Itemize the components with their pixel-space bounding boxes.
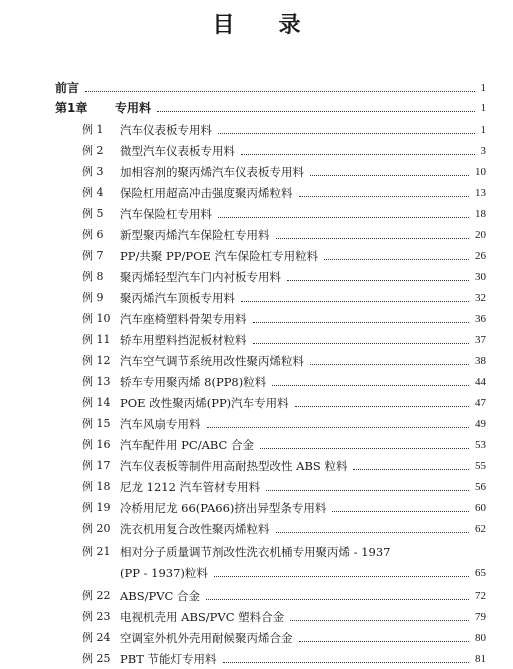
dot-leader [218, 216, 469, 218]
entry-title: 电视机壳用 ABS/PVC 塑料合金 [120, 610, 285, 624]
entry-label: 例 18 [82, 480, 111, 493]
page-number: 37 [475, 334, 486, 346]
page-number: 53 [475, 439, 486, 451]
entry-title: 汽车风扇专用料 [120, 417, 201, 431]
dot-leader [206, 598, 469, 600]
entry-title: 聚丙烯汽车顶板专用料 [120, 291, 235, 305]
page-number: 80 [475, 632, 486, 644]
toc-entry [0, 563, 513, 583]
toc-entry [0, 288, 513, 308]
toc-entry [0, 649, 513, 669]
entry-label: 例 16 [82, 438, 111, 451]
page-number: 65 [475, 567, 486, 579]
dot-leader [207, 426, 469, 428]
entry-title: 微型汽车仪表板专用料 [120, 144, 235, 158]
entry-label: 例 17 [82, 459, 111, 472]
entry-label: 例 8 [82, 270, 104, 283]
entry-label: 例 1 [82, 123, 104, 136]
toc-chapter [0, 98, 513, 118]
entry-title: 汽车仪表板专用料 [120, 123, 212, 137]
dot-leader [253, 321, 469, 323]
entry-label: 例 20 [82, 522, 111, 535]
toc-entry [0, 456, 513, 476]
page-number: 62 [475, 523, 486, 535]
dot-leader [260, 447, 469, 449]
entry-label: 例 4 [82, 186, 104, 199]
dot-leader [214, 575, 469, 577]
entry-label: 例 12 [82, 354, 111, 367]
page-number: 55 [475, 460, 486, 472]
toc-entry [0, 120, 513, 140]
entry-label: 例 25 [82, 652, 111, 665]
entry-label: 例 22 [82, 589, 111, 602]
entry-title: 冷桥用尼龙 66(PA66)挤出异型条专用料 [120, 501, 327, 515]
toc-entry [0, 267, 513, 287]
page-number: 20 [475, 229, 486, 241]
toc-front-matter [0, 78, 513, 98]
page-number: 30 [475, 271, 486, 283]
entry-title: 专用料 [115, 101, 152, 115]
dot-leader [241, 153, 475, 155]
entry-title: 汽车座椅塑料骨架专用料 [120, 312, 247, 326]
dot-leader [353, 468, 469, 470]
entry-title: 轿车专用聚丙烯 8(PP8)粒料 [120, 375, 267, 389]
dot-leader [310, 174, 469, 176]
entry-title: 洗衣机用复合改性聚丙烯粒料 [120, 522, 270, 536]
entry-label: 例 19 [82, 501, 111, 514]
title-char-1: 目 [212, 13, 235, 38]
toc-entry [0, 586, 513, 606]
dot-leader [272, 384, 469, 386]
toc-entry [0, 477, 513, 497]
entry-title: 保险杠用超高冲击强度聚丙烯粒料 [120, 186, 293, 200]
entry-label: 第1章 [55, 101, 88, 115]
entry-title: 加相容剂的聚丙烯汽车仪表板专用料 [120, 165, 304, 179]
entry-label: 例 10 [82, 312, 111, 325]
entry-title: 汽车空气调节系统用改性聚丙烯粒料 [120, 354, 304, 368]
entry-label: 例 9 [82, 291, 104, 304]
entry-label: 例 7 [82, 249, 104, 262]
entry-label: 例 24 [82, 631, 111, 644]
toc-entry [0, 162, 513, 182]
dot-leader [223, 661, 469, 663]
toc-entry [0, 351, 513, 371]
dot-leader [287, 279, 469, 281]
page-number: 1 [480, 102, 486, 114]
dot-leader [276, 531, 469, 533]
entry-title: 新型聚丙烯汽车保险杠专用料 [120, 228, 270, 242]
page-number: 10 [475, 166, 486, 178]
page-number: 47 [475, 397, 486, 409]
page-number: 72 [475, 590, 486, 602]
entry-title: 聚丙烯轻型汽车门内衬板专用料 [120, 270, 281, 284]
toc-entry [0, 393, 513, 413]
dot-leader [218, 132, 475, 134]
entry-title: PBT 节能灯专用料 [120, 652, 217, 666]
dot-leader [241, 300, 469, 302]
dot-leader [324, 258, 469, 260]
toc-entry [0, 330, 513, 350]
dot-leader [276, 237, 469, 239]
entry-label: 例 15 [82, 417, 111, 430]
page-number: 13 [475, 187, 486, 199]
page-number: 56 [475, 481, 486, 493]
entry-title: ABS/PVC 合金 [120, 589, 201, 603]
title-char-2: 录 [278, 13, 301, 38]
dot-leader [332, 510, 469, 512]
entry-label: 例 11 [82, 333, 111, 346]
page-number: 18 [475, 208, 486, 220]
toc-entry [0, 183, 513, 203]
toc-entry [0, 542, 513, 562]
dot-leader [299, 640, 469, 642]
entry-title: (PP - 1937)粒料 [120, 566, 208, 580]
toc-entry [0, 607, 513, 627]
page-number: 3 [480, 145, 486, 157]
toc-entry [0, 372, 513, 392]
entry-title: 空调室外机外壳用耐候聚丙烯合金 [120, 631, 293, 645]
dot-leader [266, 489, 469, 491]
dot-leader [290, 619, 469, 621]
entry-label: 例 14 [82, 396, 111, 409]
page-number: 36 [475, 313, 486, 325]
page-number: 44 [475, 376, 486, 388]
page-title [0, 8, 513, 39]
toc-entry [0, 519, 513, 539]
entry-title: POE 改性聚丙烯(PP)汽车专用料 [120, 396, 289, 410]
page-number: 1 [480, 124, 486, 136]
entry-label: 例 5 [82, 207, 104, 220]
page-number: 1 [480, 82, 486, 94]
entry-title: 汽车保险杠专用料 [120, 207, 212, 221]
toc-entry [0, 246, 513, 266]
entry-title: 相对分子质量调节剂改性洗衣机桶专用聚丙烯 - 1937 [120, 545, 391, 559]
entry-title: 尼龙 1212 汽车管材专用料 [120, 480, 261, 494]
page-number: 49 [475, 418, 486, 430]
entry-label: 例 21 [82, 545, 111, 558]
toc-entry [0, 225, 513, 245]
dot-leader [310, 363, 469, 365]
toc-entry [0, 309, 513, 329]
page-number: 26 [475, 250, 486, 262]
entry-label: 例 3 [82, 165, 104, 178]
entry-label: 例 13 [82, 375, 111, 388]
dot-leader [253, 342, 469, 344]
entry-label: 前言 [55, 81, 80, 95]
toc-entry [0, 435, 513, 455]
dot-leader [299, 195, 469, 197]
page-number: 60 [475, 502, 486, 514]
page-number: 38 [475, 355, 486, 367]
entry-label: 例 2 [82, 144, 104, 157]
dot-leader [85, 90, 475, 92]
toc-entry [0, 628, 513, 648]
entry-label: 例 23 [82, 610, 111, 623]
entry-title: 汽车仪表板等制件用高耐热型改性 ABS 粒料 [120, 459, 348, 473]
entry-title: 汽车配件用 PC/ABC 合金 [120, 438, 254, 452]
entry-label: 例 6 [82, 228, 104, 241]
toc-entry [0, 498, 513, 518]
entry-title: 轿车用塑料挡泥板材粒料 [120, 333, 247, 347]
toc-entry [0, 141, 513, 161]
dot-leader [295, 405, 469, 407]
page-number: 79 [475, 611, 486, 623]
toc-entry [0, 204, 513, 224]
toc-entry [0, 414, 513, 434]
entry-title: PP/共聚 PP/POE 汽车保险杠专用粒料 [120, 249, 319, 263]
page-number: 81 [475, 653, 486, 665]
dot-leader [157, 110, 475, 112]
page-number: 32 [475, 292, 486, 304]
